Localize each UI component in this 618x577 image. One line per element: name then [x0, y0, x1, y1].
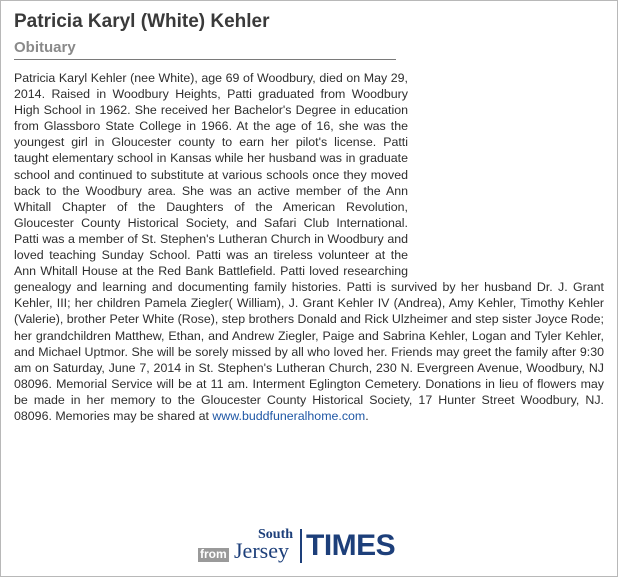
brand-south-text: South: [258, 527, 294, 542]
obituary-body-text: Patricia Karyl Kehler (nee White), age 69 of Woodbury, died on May 29, 2014. Raised in Woodbury Heights, Patti graduated from Woodbury High School in 1962. She received her Bachelor's Degree in education from Glassboro State College in 1966. At the age of 16, she was the youngest girl in Gloucester county to earn her pilot's license. Patti taught elementary school in Kansas while her husband was in graduate school and continued to substitute at various schools once they moved back to the Woodbury area. She was an active member of the Ann Whitall Chapter of the Daughters of the American Revolution, Gloucester County Historical Society, and Safari Club International. Patti was a member of St. Stephen's Lutheran Church in Woodbury and loved teaching Sunday School. Patti was an tireless volunteer at the Ann Whitall House at the Red Bank Battlefield. Patti loved researching genealogy and learning and documenting family histories. Patti is survived by her husband Dr. J. Grant Kehler, III; her children Pamela Ziegler( William), J. Grant Kehler IV (Andrea), Amy Kehler, Timothy Kehler (Valerie), brother Peter White (Rose), step brothers Donald and Rick Ulzheimer and step sister Joyce Rode; her grandchildren Matthew, Ethan, and Andrew Ziegler, Paige and Sabrina Kehler, Logan and Tyler Kehler, and Michael Uptmor. She will be sorely missed by all who loved her. Friends may greet the family after 9:30 am on Saturday, June 7, 2014 in St. Stephen's Lutheran Church, 230 N. Evergreen Avenue, Woodbury, NJ 08096. Memorial Service will be at 11 am. Interment Eglington Cemetery. Donations in lieu of flowers may be made in her memory to the Gloucester County Historical Society, 17 Hunter Street Woodbury, NJ. 08096. Memories may be shared at: [14, 71, 604, 423]
obituary-subtitle: Obituary: [14, 39, 76, 56]
obituary-header: [14, 10, 396, 58]
photo-placeholder-space: [408, 70, 604, 267]
funeral-home-link[interactable]: www.buddfuneralhome.com: [212, 408, 366, 423]
brand-divider: [300, 529, 302, 563]
obituary-title: Patricia Karyl (White) Kehler: [14, 11, 270, 32]
brand-jersey-text: Jersey: [234, 538, 289, 563]
header-divider: [14, 59, 396, 60]
from-badge: from: [200, 547, 227, 561]
brand-times-text: TIMES: [306, 529, 396, 562]
obituary-body: [14, 70, 604, 424]
link-suffix: .: [365, 408, 369, 423]
south-jersey-times-logo[interactable]: [198, 527, 408, 567]
